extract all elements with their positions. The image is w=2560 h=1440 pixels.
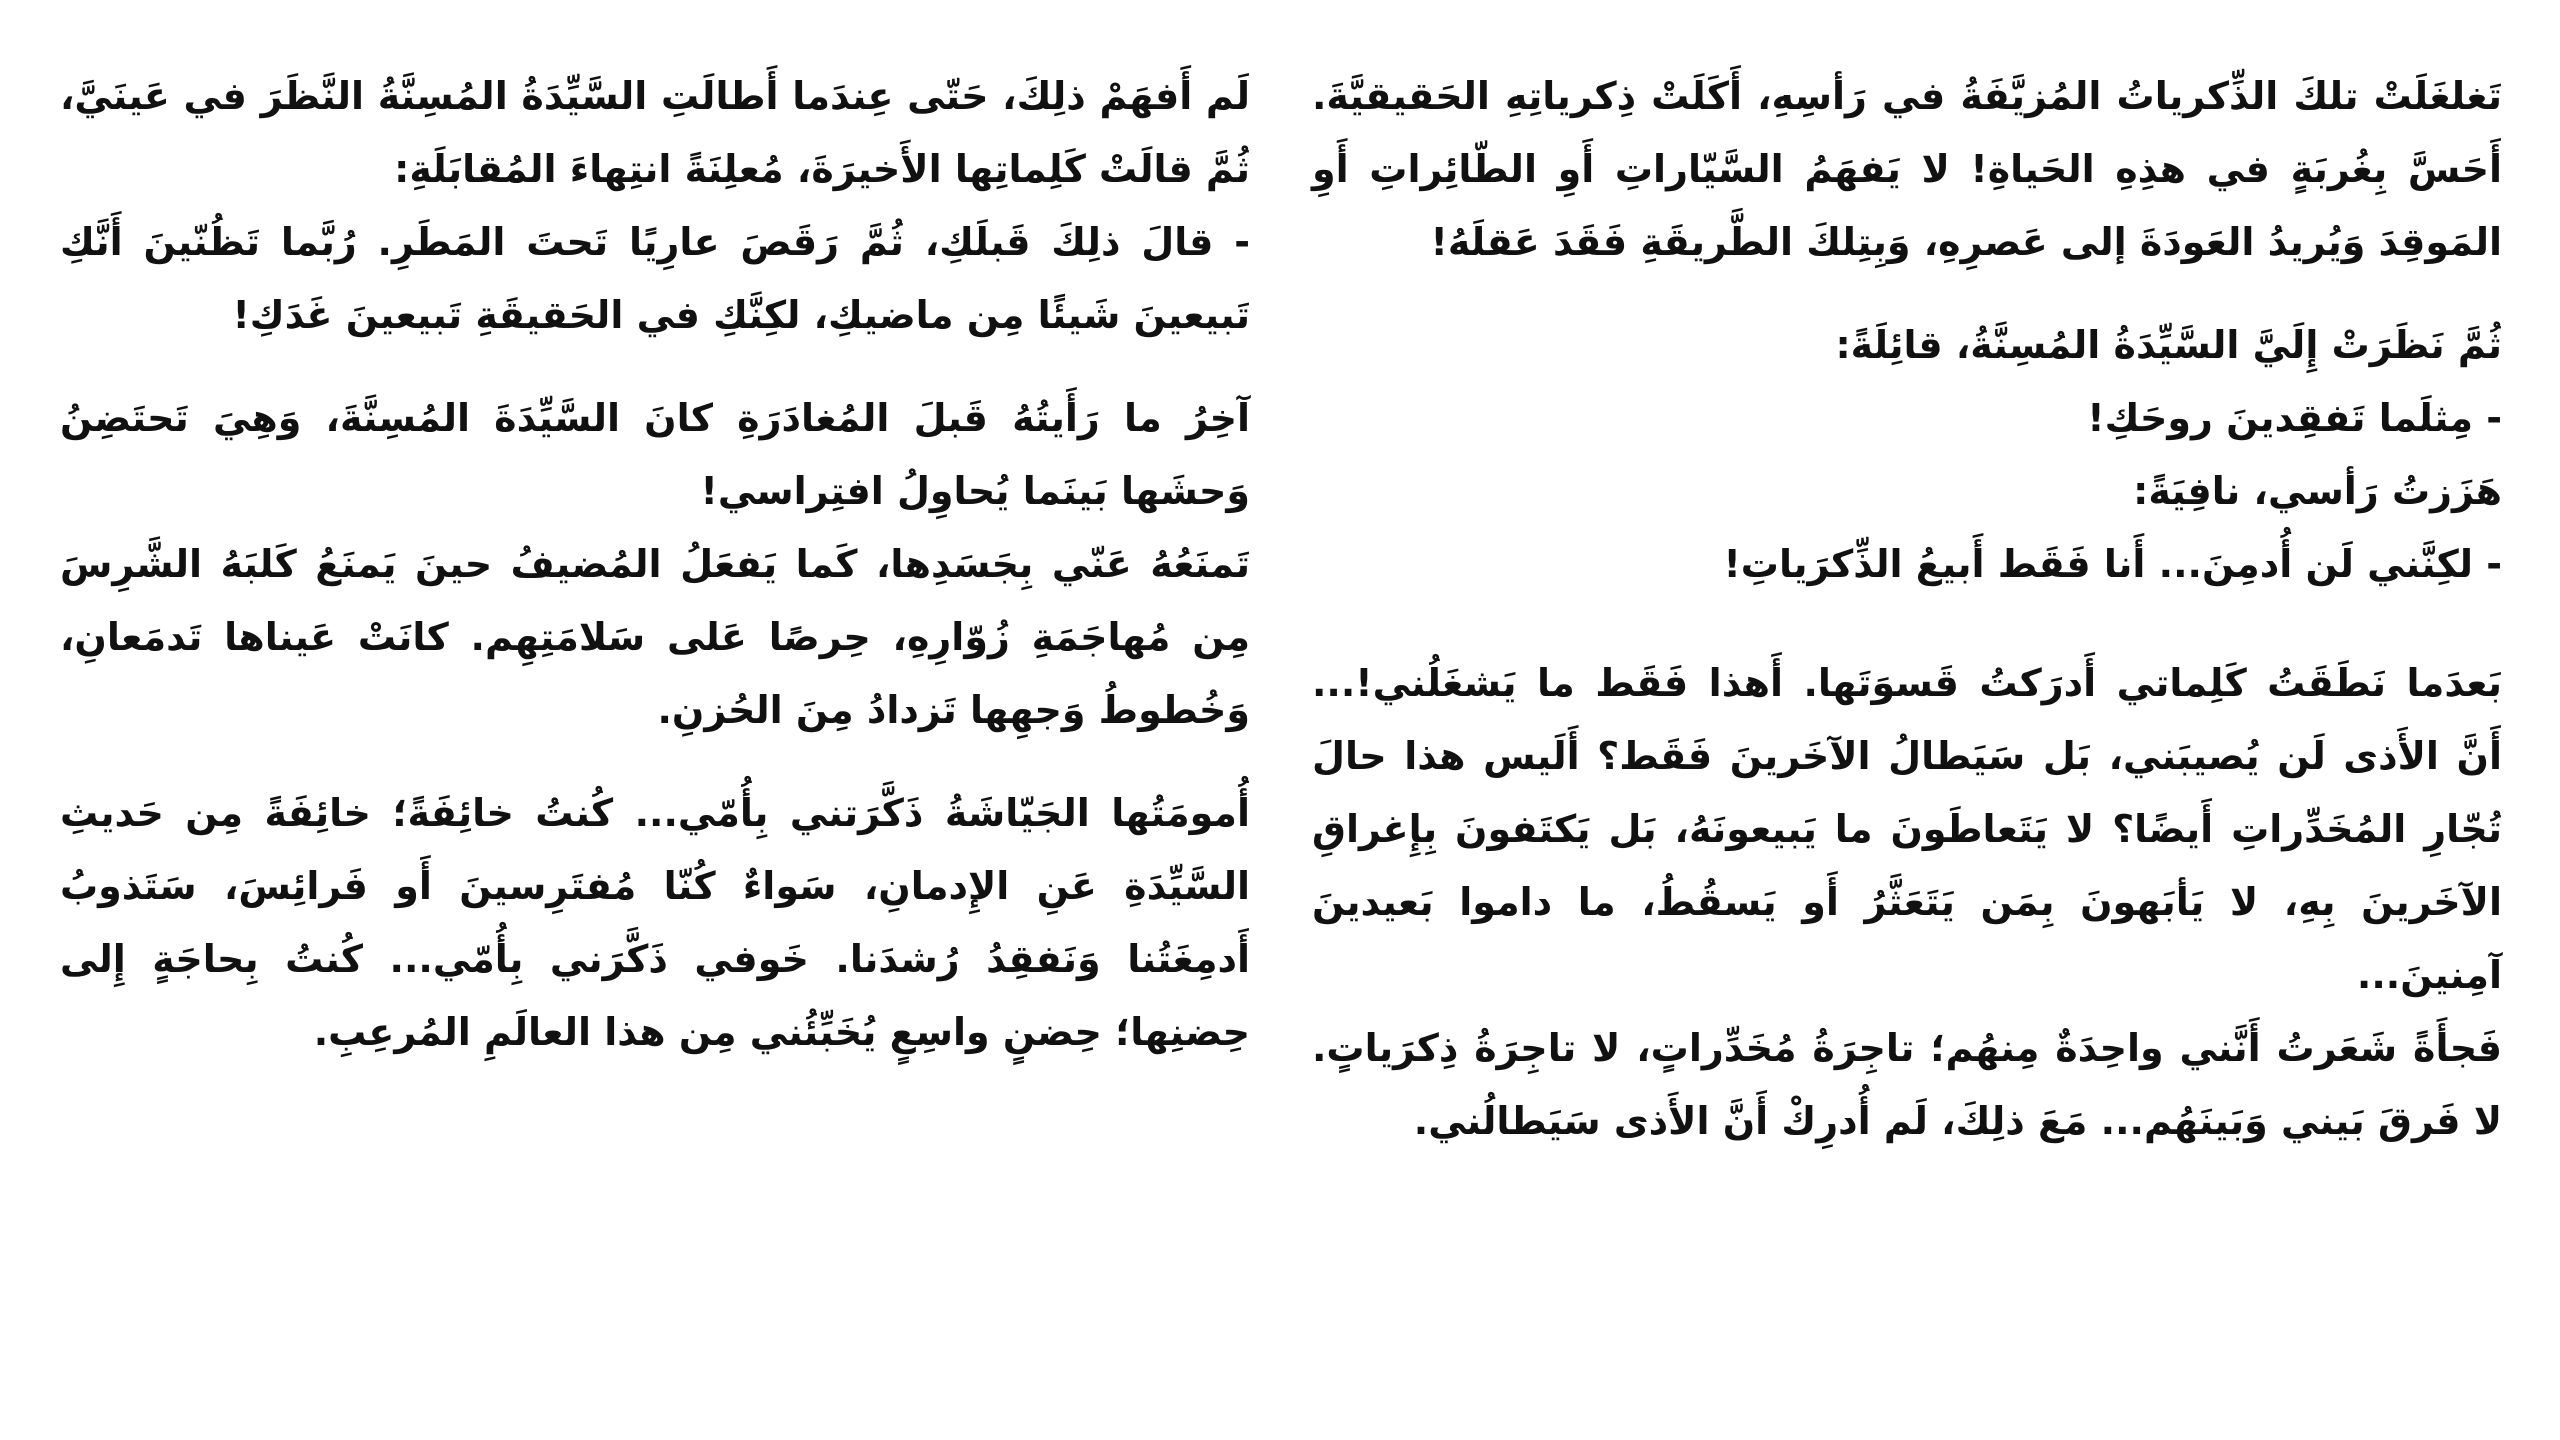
paragraph: تَمنَعُهُ عَنّي بِجَسَدِها، كَما يَفعَلُ المُضيفُ حينَ يَمنَعُ كَلبَهُ الشَّرِسَ مِن مُهاجَمَةِ زُوّارِهِ، حِرصًا عَلى سَلامَتِهِم. كانَتْ عَيناها تَدمَعانِ، وَخُطوطُ وَجهِها تَزدادُ مِنَ الحُزنِ. xyxy=(60,542,1250,732)
paragraph: لَم أَفهَمْ ذلِكَ، حَتّى عِندَما أَطالَتِ السَّيِّدَةُ المُسِنَّةُ النَّظَرَ في عَينَيَّ، ثُمَّ قالَتْ كَلِماتِها الأَخيرَةَ، مُعلِنَةً انتِهاءَ المُقابَلَةِ: xyxy=(60,74,1250,191)
paragraph: ثُمَّ نَظَرَتْ إِلَيَّ السَّيِّدَةُ المُسِنَّةُ، قائِلَةً: xyxy=(1835,323,2502,367)
paragraph: تَغلغَلَتْ تلكَ الذِّكرياتُ المُزيَّفَةُ في رَأسِهِ، أَكَلَتْ ذِكرياتِهِ الحَقيقيَّةَ. أَحَسَّ بِغُربَةٍ في هذِهِ الحَياةِ! لا يَفهَمُ السَّيّاراتِ أَوِ الطّائِراتِ أَوِ المَوقِدَ وَيُريدُ العَودَةَ إلى عَصرِهِ، وَبِتِلكَ الطَّريقَةِ فَقَدَ عَقلَهُ! xyxy=(1312,74,2502,264)
paragraph: آخِرُ ما رَأَيتُهُ قَبلَ المُغادَرَةِ كانَ السَّيِّدَةَ المُسِنَّةَ، وَهِيَ تَحتَضِنُ وَحشَها بَينَما يُحاوِلُ افتِراسي! xyxy=(60,396,1250,513)
paragraph: بَعدَما نَطَقَتُ كَلِماتي أَدرَكتُ قَسوَتَها. أَهذا فَقَط ما يَشغَلُني!... أَنَّ الأَذى لَن يُصيبَني، بَل سَيَطالُ الآخَرينَ فَقَط؟ أَلَيس هذا حالَ تُجّارِ المُخَدِّراتِ أَيضًا؟ لا يَتَعاطَونَ ما يَبيعونَهُ، بَل يَكتَفونَ بِإِغراقِ الآخَرينَ بِهِ، لا يَأبَهونَ بِمَن يَتَعَثَّرُ أَو يَسقُطُ، ما داموا بَعيدينَ آمِنينَ... xyxy=(1312,661,2502,997)
dialogue-line: - مِثلَما تَفقِدينَ روحَكِ! xyxy=(2087,396,2502,440)
paragraph: أُمومَتُها الجَيّاشَةُ ذَكَّرَتني بِأُمّي... كُنتُ خائِفَةً؛ خائِفَةً مِن حَديثِ السَّيِّدَةِ عَنِ الإِدمانِ، سَواءٌ كُنّا مُفتَرِسينَ أَو فَرائِسَ، سَتَذوبُ أَدمِغَتُنا وَنَفقِدُ رُشدَنا. خَوفي ذَكَّرَني بِأُمّي... كُنتُ بِحاجَةٍ إِلى حِضنِها؛ حِضنٍ واسِعٍ يُخَبِّئُني مِن هذا العالَمِ المُرعِبِ. xyxy=(60,791,1250,1054)
dialogue-line: - قالَ ذلِكَ قَبلَكِ، ثُمَّ رَقَصَ عارِيًا تَحتَ المَطَرِ. رُبَّما تَظُنّينَ أَنَّكِ تَبيعينَ شَيئًا مِن ماضيكِ، لكِنَّكِ في الحَقيقَةِ تَبيعينَ غَدَكِ! xyxy=(60,220,1250,337)
right-text-column xyxy=(1312,60,2502,1158)
left-text-column xyxy=(60,60,1250,1069)
paragraph: فَجأَةً شَعَرتُ أَنَّني واحِدَةٌ مِنهُم؛ تاجِرَةُ مُخَدِّراتٍ، لا تاجِرَةُ ذِكرَياتٍ. لا فَرقَ بَيني وَبَينَهُم... مَعَ ذلِكَ، لَم أُدرِكْ أَنَّ الأَذى سَيَطالُني. xyxy=(1312,1026,2502,1143)
dialogue-line: - لكِنَّني لَن أُدمِنَ... أَنا فَقَط أَبيعُ الذِّكرَياتِ! xyxy=(1723,542,2502,586)
paragraph: هَزَزتُ رَأسي، نافِيَةً: xyxy=(2133,469,2502,513)
